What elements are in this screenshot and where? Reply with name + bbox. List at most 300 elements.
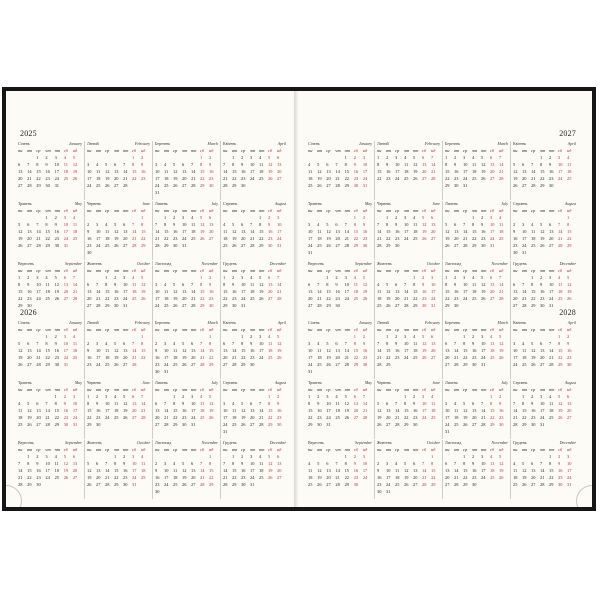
day-grid	[87, 327, 150, 368]
day-cell: 28	[481, 422, 486, 427]
day-cell: 16	[173, 229, 178, 234]
day-cell: 29	[268, 422, 273, 427]
day-cell: 15	[567, 229, 572, 234]
day-cell: 11	[567, 162, 572, 167]
weekday-header: нд	[277, 387, 282, 392]
day-cell: 19	[481, 169, 486, 174]
day-cell: 12	[114, 348, 119, 353]
day-cell: 6	[472, 401, 475, 406]
day-cell: 3	[96, 341, 99, 346]
day-cell: 29	[463, 362, 468, 367]
day-cell: 24	[513, 362, 518, 367]
day-cell: 4	[308, 162, 311, 167]
weekday-header: ср	[173, 387, 178, 392]
day-cell: 17	[344, 289, 349, 294]
day-cell: 9	[377, 468, 380, 473]
day-cell: 29	[259, 243, 264, 248]
day-cell: 5	[326, 222, 329, 227]
day-cell: 17	[445, 415, 450, 420]
day-cell: 17	[96, 355, 101, 360]
day-cell: 22	[353, 355, 359, 360]
day-cell: 1	[549, 454, 552, 459]
day-cell: 7	[72, 275, 76, 280]
weekday-header: сб	[490, 387, 495, 392]
weekday-header: пн	[445, 387, 450, 392]
day-cell: 17	[567, 468, 572, 473]
day-cell: 17	[522, 236, 527, 241]
weekday-header: чт	[540, 387, 546, 392]
day-cell: 17	[45, 468, 50, 473]
day-cell: 10	[404, 341, 409, 346]
weekday-header: сб	[132, 268, 137, 273]
day-cell: 17	[386, 475, 391, 480]
day-cell: 28	[422, 482, 427, 487]
day-cell: 13	[87, 289, 92, 294]
day-cell: 31	[123, 303, 128, 308]
day-cell: 1	[132, 155, 135, 160]
day-cell: 10	[241, 282, 246, 287]
day-cell: 4	[200, 394, 203, 399]
day-cell: 17	[362, 169, 368, 174]
day-cell: 22	[54, 415, 59, 420]
weekday-header: пт	[481, 148, 487, 153]
day-cell: 3	[54, 155, 57, 160]
year-title-2028: 2028	[559, 308, 576, 317]
month-april	[510, 141, 578, 200]
day-cell: 5	[377, 401, 380, 406]
day-cell: 11	[45, 282, 50, 287]
month-april	[220, 141, 288, 200]
day-cell: 26	[241, 422, 246, 427]
day-cell: 29	[463, 482, 468, 487]
day-cell: 20	[182, 296, 187, 301]
empty-cell	[182, 334, 191, 340]
day-cell: 23	[362, 355, 368, 360]
day-cell: 4	[490, 334, 493, 339]
day-cell: 15	[540, 169, 545, 174]
day-cell: 19	[72, 169, 78, 174]
day-cell: 8	[344, 461, 347, 466]
weekday-header: ср	[463, 208, 468, 213]
day-cell: 10	[191, 401, 196, 406]
day-cell: 12	[481, 282, 486, 287]
day-cell: 30	[353, 482, 359, 487]
weekday-header: ср	[531, 148, 536, 153]
weekday-header: пн	[308, 387, 313, 392]
day-cell: 21	[499, 169, 504, 174]
day-cell: 7	[96, 282, 99, 287]
day-cell: 24	[105, 415, 110, 420]
empty-cell	[531, 454, 540, 460]
day-cell: 1	[413, 275, 416, 280]
day-cell: 18	[335, 408, 340, 413]
month-header	[308, 440, 372, 446]
day-cell: 13	[326, 468, 331, 473]
day-cell: 10	[105, 401, 110, 406]
weekday-header: пн	[87, 447, 92, 452]
day-cell: 25	[395, 482, 400, 487]
day-cell: 29	[344, 482, 349, 487]
day-cell: 3	[463, 155, 466, 160]
day-cell: 2	[241, 155, 244, 160]
day-cell: 13	[531, 468, 536, 473]
day-cell: 23	[531, 415, 536, 420]
day-cell: 10	[445, 408, 450, 413]
day-cell: 21	[96, 296, 101, 301]
day-cell: 22	[173, 415, 178, 420]
day-cell: 9	[454, 282, 457, 287]
weekday-header: чт	[182, 447, 188, 452]
weekday-header: пт	[191, 268, 197, 273]
day-cell: 12	[72, 162, 78, 167]
weekday-header: пн	[445, 148, 450, 153]
day-cell: 6	[63, 275, 66, 280]
day-cell: 5	[182, 461, 185, 466]
day-cell: 22	[353, 236, 359, 241]
weekday-header: нд	[567, 208, 572, 213]
weekday-header: чт	[335, 447, 341, 452]
month-name-ukr: Серпень	[513, 201, 528, 206]
day-cell: 21	[105, 475, 110, 480]
day-cell: 4	[191, 215, 194, 220]
day-cell: 23	[45, 176, 50, 181]
weekday-header: пн	[155, 327, 160, 332]
empty-cell	[522, 215, 531, 221]
weekday-header: нд	[499, 148, 504, 153]
day-cell: 23	[141, 176, 146, 181]
quarter-row	[16, 320, 288, 379]
day-cell: 2	[173, 215, 176, 220]
day-cell: 30	[377, 489, 382, 494]
weekday-header: чт	[250, 447, 256, 452]
empty-cell	[96, 215, 105, 221]
day-cell: 19	[377, 415, 382, 420]
day-cell: 14	[232, 348, 237, 353]
day-cell: 9	[513, 229, 516, 234]
day-cell: 26	[317, 183, 322, 188]
day-cell: 18	[490, 348, 495, 353]
day-cell: 21	[191, 176, 196, 181]
day-cell: 8	[54, 401, 57, 406]
day-cell: 30	[549, 183, 554, 188]
month-name-ukr: Березень	[445, 141, 461, 146]
month-march	[442, 320, 510, 379]
day-cell: 19	[63, 468, 69, 473]
day-cell: 4	[105, 341, 108, 346]
day-cell: 1	[200, 155, 203, 160]
empty-cell	[540, 454, 549, 460]
day-cell: 22	[344, 475, 349, 480]
day-cell: 20	[549, 236, 554, 241]
day-cell: 29	[87, 422, 92, 427]
day-cell: 10	[164, 468, 169, 473]
weekday-header: чт	[250, 387, 256, 392]
weekday-header: чт	[45, 447, 51, 452]
day-cell: 24	[362, 176, 368, 181]
weekday-header: вт	[317, 387, 323, 392]
day-cell: 18	[377, 296, 382, 301]
day-cell: 16	[232, 289, 237, 294]
day-cell: 5	[209, 394, 212, 399]
day-cell: 17	[362, 468, 368, 473]
day-cell: 1	[377, 155, 380, 160]
day-cell: 14	[105, 468, 110, 473]
month-name-ukr: Січень	[308, 141, 320, 146]
month-name-en: March	[207, 141, 218, 146]
day-cell: 3	[395, 155, 398, 160]
day-cell: 16	[531, 408, 536, 413]
day-cell: 25	[63, 176, 69, 181]
empty-cell	[182, 155, 191, 161]
weekday-header: ср	[395, 268, 400, 273]
day-cell: 13	[268, 282, 273, 287]
day-cell: 9	[277, 401, 280, 406]
day-cell: 23	[422, 296, 427, 301]
day-cell: 25	[308, 482, 313, 487]
day-cell: 7	[499, 275, 502, 280]
day-cell: 10	[155, 169, 160, 174]
day-cell: 7	[232, 341, 235, 346]
day-cell: 27	[490, 296, 495, 301]
month-header	[18, 320, 82, 326]
day-cell: 19	[326, 355, 331, 360]
day-cell: 6	[431, 334, 434, 339]
day-cell: 23	[123, 475, 128, 480]
day-cell: 25	[513, 482, 518, 487]
day-cell: 3	[386, 461, 389, 466]
day-cell: 21	[164, 415, 169, 420]
day-cell: 23	[277, 415, 282, 420]
day-cell: 20	[27, 236, 32, 241]
day-cell: 4	[472, 275, 475, 280]
month-name-en: March	[497, 320, 508, 325]
day-cell: 17	[72, 408, 78, 413]
weekday-header: нд	[567, 268, 572, 273]
day-cell: 28	[540, 482, 545, 487]
weekday-header: чт	[404, 208, 410, 213]
day-cell: 26	[317, 482, 322, 487]
weekday-header: сб	[132, 447, 137, 452]
day-cell: 24	[431, 296, 436, 301]
day-cell: 13	[182, 169, 187, 174]
day-cell: 24	[463, 176, 468, 181]
day-cell: 7	[395, 401, 398, 406]
day-cell: 6	[326, 162, 329, 167]
weekday-header: пн	[223, 208, 228, 213]
day-cell: 30	[268, 243, 273, 248]
day-cell: 21	[223, 475, 228, 480]
day-cell: 9	[353, 162, 356, 167]
day-cell: 15	[173, 408, 178, 413]
day-cell: 25	[454, 422, 459, 427]
weekday-header: нд	[141, 148, 146, 153]
day-cell: 16	[362, 229, 368, 234]
day-cell: 29	[54, 422, 59, 427]
day-cell: 18	[353, 289, 359, 294]
day-cell: 9	[96, 401, 99, 406]
day-cell: 27	[72, 475, 78, 480]
day-cell: 19	[182, 355, 187, 360]
weekday-header: пт	[481, 447, 487, 452]
day-cell: 20	[96, 475, 101, 480]
weekday-header: нд	[209, 148, 214, 153]
day-cell: 8	[472, 222, 475, 227]
weekday-header: сб	[63, 327, 68, 332]
day-cell: 14	[18, 468, 23, 473]
day-cell: 15	[386, 229, 391, 234]
day-cell: 21	[72, 289, 78, 294]
day-cell: 1	[54, 394, 57, 399]
day-cell: 26	[27, 422, 32, 427]
day-cell: 23	[317, 415, 322, 420]
weekday-header: пт	[344, 447, 350, 452]
day-cell: 4	[259, 155, 262, 160]
day-cell: 21	[549, 355, 554, 360]
day-cell: 29	[105, 303, 110, 308]
day-cell: 26	[173, 183, 178, 188]
weekday-header: вт	[96, 208, 102, 213]
day-cell: 30	[45, 183, 50, 188]
day-cell: 20	[431, 348, 436, 353]
quarter-row	[306, 440, 578, 499]
day-cell: 16	[413, 408, 418, 413]
day-cell: 20	[123, 355, 128, 360]
day-cell: 3	[155, 282, 158, 287]
month-july	[152, 201, 220, 260]
weekday-header: сб	[490, 148, 495, 153]
day-cell: 15	[404, 408, 409, 413]
day-cell: 14	[454, 348, 459, 353]
month-name-ukr: Жовтень	[377, 440, 392, 445]
month-name-ukr: Вересень	[308, 440, 324, 445]
month-name-ukr: Грудень	[513, 440, 527, 445]
day-cell: 19	[499, 468, 504, 473]
weekday-header: ср	[105, 268, 110, 273]
weekday-header: сб	[268, 268, 273, 273]
day-cell: 10	[567, 461, 572, 466]
day-cell: 2	[531, 394, 534, 399]
day-cell: 13	[335, 229, 340, 234]
day-cell: 10	[326, 401, 331, 406]
day-cell: 9	[36, 461, 39, 466]
day-cell: 4	[63, 155, 66, 160]
weekday-header: вт	[164, 327, 170, 332]
day-cell: 19	[114, 236, 119, 241]
day-cell: 8	[431, 461, 434, 466]
day-cell: 20	[72, 468, 78, 473]
day-cell: 11	[223, 229, 228, 234]
day-cell: 25	[105, 243, 110, 248]
weekday-header: пт	[191, 208, 197, 213]
weekday-header: пн	[155, 447, 160, 452]
day-cell: 10	[422, 401, 427, 406]
day-cell: 21	[18, 475, 23, 480]
day-cell: 7	[454, 341, 457, 346]
day-cell: 3	[404, 334, 407, 339]
day-cell: 20	[182, 176, 187, 181]
weekday-header: сб	[200, 447, 205, 452]
day-cell: 22	[209, 355, 214, 360]
day-cell: 5	[18, 341, 21, 346]
day-cell: 21	[344, 236, 349, 241]
day-cell: 29	[472, 243, 477, 248]
day-cell: 8	[567, 222, 570, 227]
day-cell: 17	[463, 289, 468, 294]
day-cell: 4	[454, 401, 457, 406]
month-header	[223, 320, 286, 326]
month-january	[16, 320, 84, 379]
day-cell: 28	[344, 362, 349, 367]
day-cell: 13	[513, 289, 518, 294]
day-cell: 18	[141, 468, 146, 473]
month-name-ukr: Січень	[18, 320, 30, 325]
day-cell: 12	[173, 169, 178, 174]
day-cell: 20	[513, 296, 518, 301]
weekday-header: нд	[362, 208, 368, 213]
month-name-ukr: Березень	[155, 320, 171, 325]
day-cell: 18	[549, 408, 554, 413]
day-cell: 23	[155, 362, 160, 367]
day-cell: 5	[182, 341, 185, 346]
day-cell: 13	[540, 348, 545, 353]
weekday-header: нд	[362, 447, 368, 452]
weekday-header: чт	[114, 268, 120, 273]
day-cell: 28	[463, 243, 468, 248]
weekday-header: сб	[490, 327, 495, 332]
day-grid	[445, 268, 508, 309]
month-name-en: April	[277, 141, 286, 146]
day-cell: 13	[335, 348, 340, 353]
empty-cell	[335, 155, 344, 161]
day-cell: 17	[395, 169, 400, 174]
day-cell: 4	[472, 155, 475, 160]
weekday-header: вт	[522, 327, 528, 332]
day-cell: 19	[344, 408, 349, 413]
month-october	[84, 261, 152, 320]
day-cell: 23	[182, 415, 187, 420]
day-cell: 20	[155, 415, 160, 420]
day-cell: 28	[141, 415, 146, 420]
weekday-header: нд	[277, 447, 282, 452]
weekday-header: чт	[540, 268, 546, 273]
day-cell: 23	[209, 176, 214, 181]
empty-cell	[105, 334, 114, 340]
day-cell: 11	[413, 222, 418, 227]
day-cell: 24	[259, 355, 264, 360]
weekday-header: пт	[481, 327, 487, 332]
empty-cell	[232, 334, 241, 340]
empty-cell	[105, 454, 114, 460]
day-cell: 30	[558, 482, 563, 487]
day-cell: 16	[395, 229, 400, 234]
empty-cell	[445, 394, 454, 400]
weekday-header: ср	[326, 268, 331, 273]
day-cell: 2	[362, 334, 366, 339]
day-cell: 20	[250, 415, 255, 420]
day-cell: 11	[395, 468, 400, 473]
weekday-header: пн	[18, 268, 23, 273]
day-cell: 12	[344, 401, 349, 406]
day-cell: 14	[549, 348, 554, 353]
day-cell: 10	[182, 222, 187, 227]
weekday-header: пт	[413, 447, 419, 452]
weekday-header: ср	[395, 327, 400, 332]
weekday-header: нд	[567, 148, 572, 153]
day-cell: 11	[404, 162, 409, 167]
day-cell: 31	[191, 422, 196, 427]
weekday-header: вт	[27, 327, 33, 332]
day-cell: 5	[18, 222, 21, 227]
